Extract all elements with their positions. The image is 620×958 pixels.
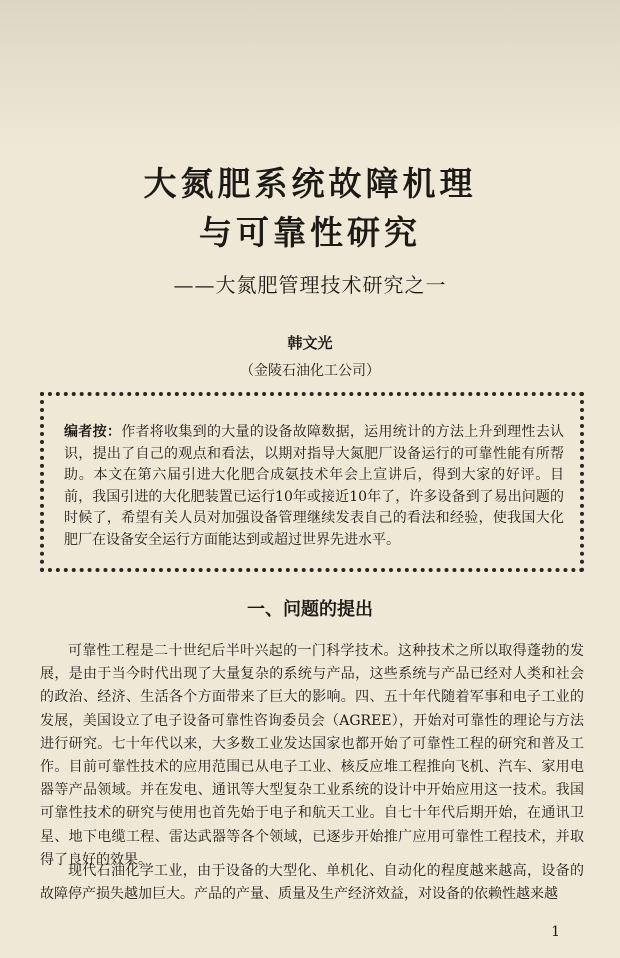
body-paragraph-2: 现代石油化学工业，由于设备的大型化、单机化、自动化的程度越来越高，设备的故障停产损失越加巨大。产品的产量、质量及生产经济效益，对设备的依赖性越来越 (40, 863, 584, 903)
section-heading: 一、问题的提出 (247, 599, 373, 620)
editor-note-box (40, 392, 584, 572)
affiliation: （金陵石油化工公司） (240, 363, 380, 379)
subtitle: ——大氮肥管理技术研究之一 (173, 273, 447, 297)
title-line-2: 与可靠性研究 (199, 213, 421, 252)
page-number: 1 (551, 924, 560, 940)
show-through-shading (0, 0, 620, 150)
editor-note-label: 编者按： (64, 424, 122, 440)
body-paragraph-1: 可靠性工程是二十世纪后半叶兴起的一门科学技术。这种技术之所以取得蓬勃的发展，是由于当今时代出现了大量复杂的系统与产品，这些系统与产品已经对人类和社会的政治、经济、生活各个方面带来了巨大的影响。四、五十年代随着军事和电子工业的发展，美国设立了电子设备可靠性咨询委员会（AGREE），开始对可靠性的理论与方法进行研究。七十年代以来，大多数工业发达国家也都开始了可靠性工程的研究和普及工作。目前可靠性技术的应用范围已从电子工业、核反应堆工程推向飞机、汽车、家用电器等产品领域。并在发电、通讯等大型复杂工业系统的设计中开始应用这一技术。我国可靠性技术的研究与使用也首先始于电子和航天工业。自七十年代后期开始，在通讯卫星、地下电缆工程、雷达武器等各个领域，已逐步开始推广应用可靠性工程技术，并取得了良好的效果。 (40, 643, 584, 868)
title-line-1: 大氮肥系统故障机理 (143, 164, 477, 203)
editor-note-text: 作者将收集到的大量的设备故障数据，运用统计的方法上升到理性去认识，提出了自己的观点和看法，以期对指导大氮肥厂设备运行的可靠性能有所帮助。本文在第六届引进大化肥合成氨技术年会上宣讲后，得到大家的好评。目前，我国引进的大化肥装置已运行10年或接近10年了，许多设备到了易出问题的时候了，希望有关人员对加强设备管理继续发表自己的看法和经验，使我国大化肥厂在设备安全运行方面能达到或超过世界先进水平。 (64, 424, 565, 548)
author: 韩文光 (287, 334, 333, 352)
editor-note (64, 422, 564, 552)
